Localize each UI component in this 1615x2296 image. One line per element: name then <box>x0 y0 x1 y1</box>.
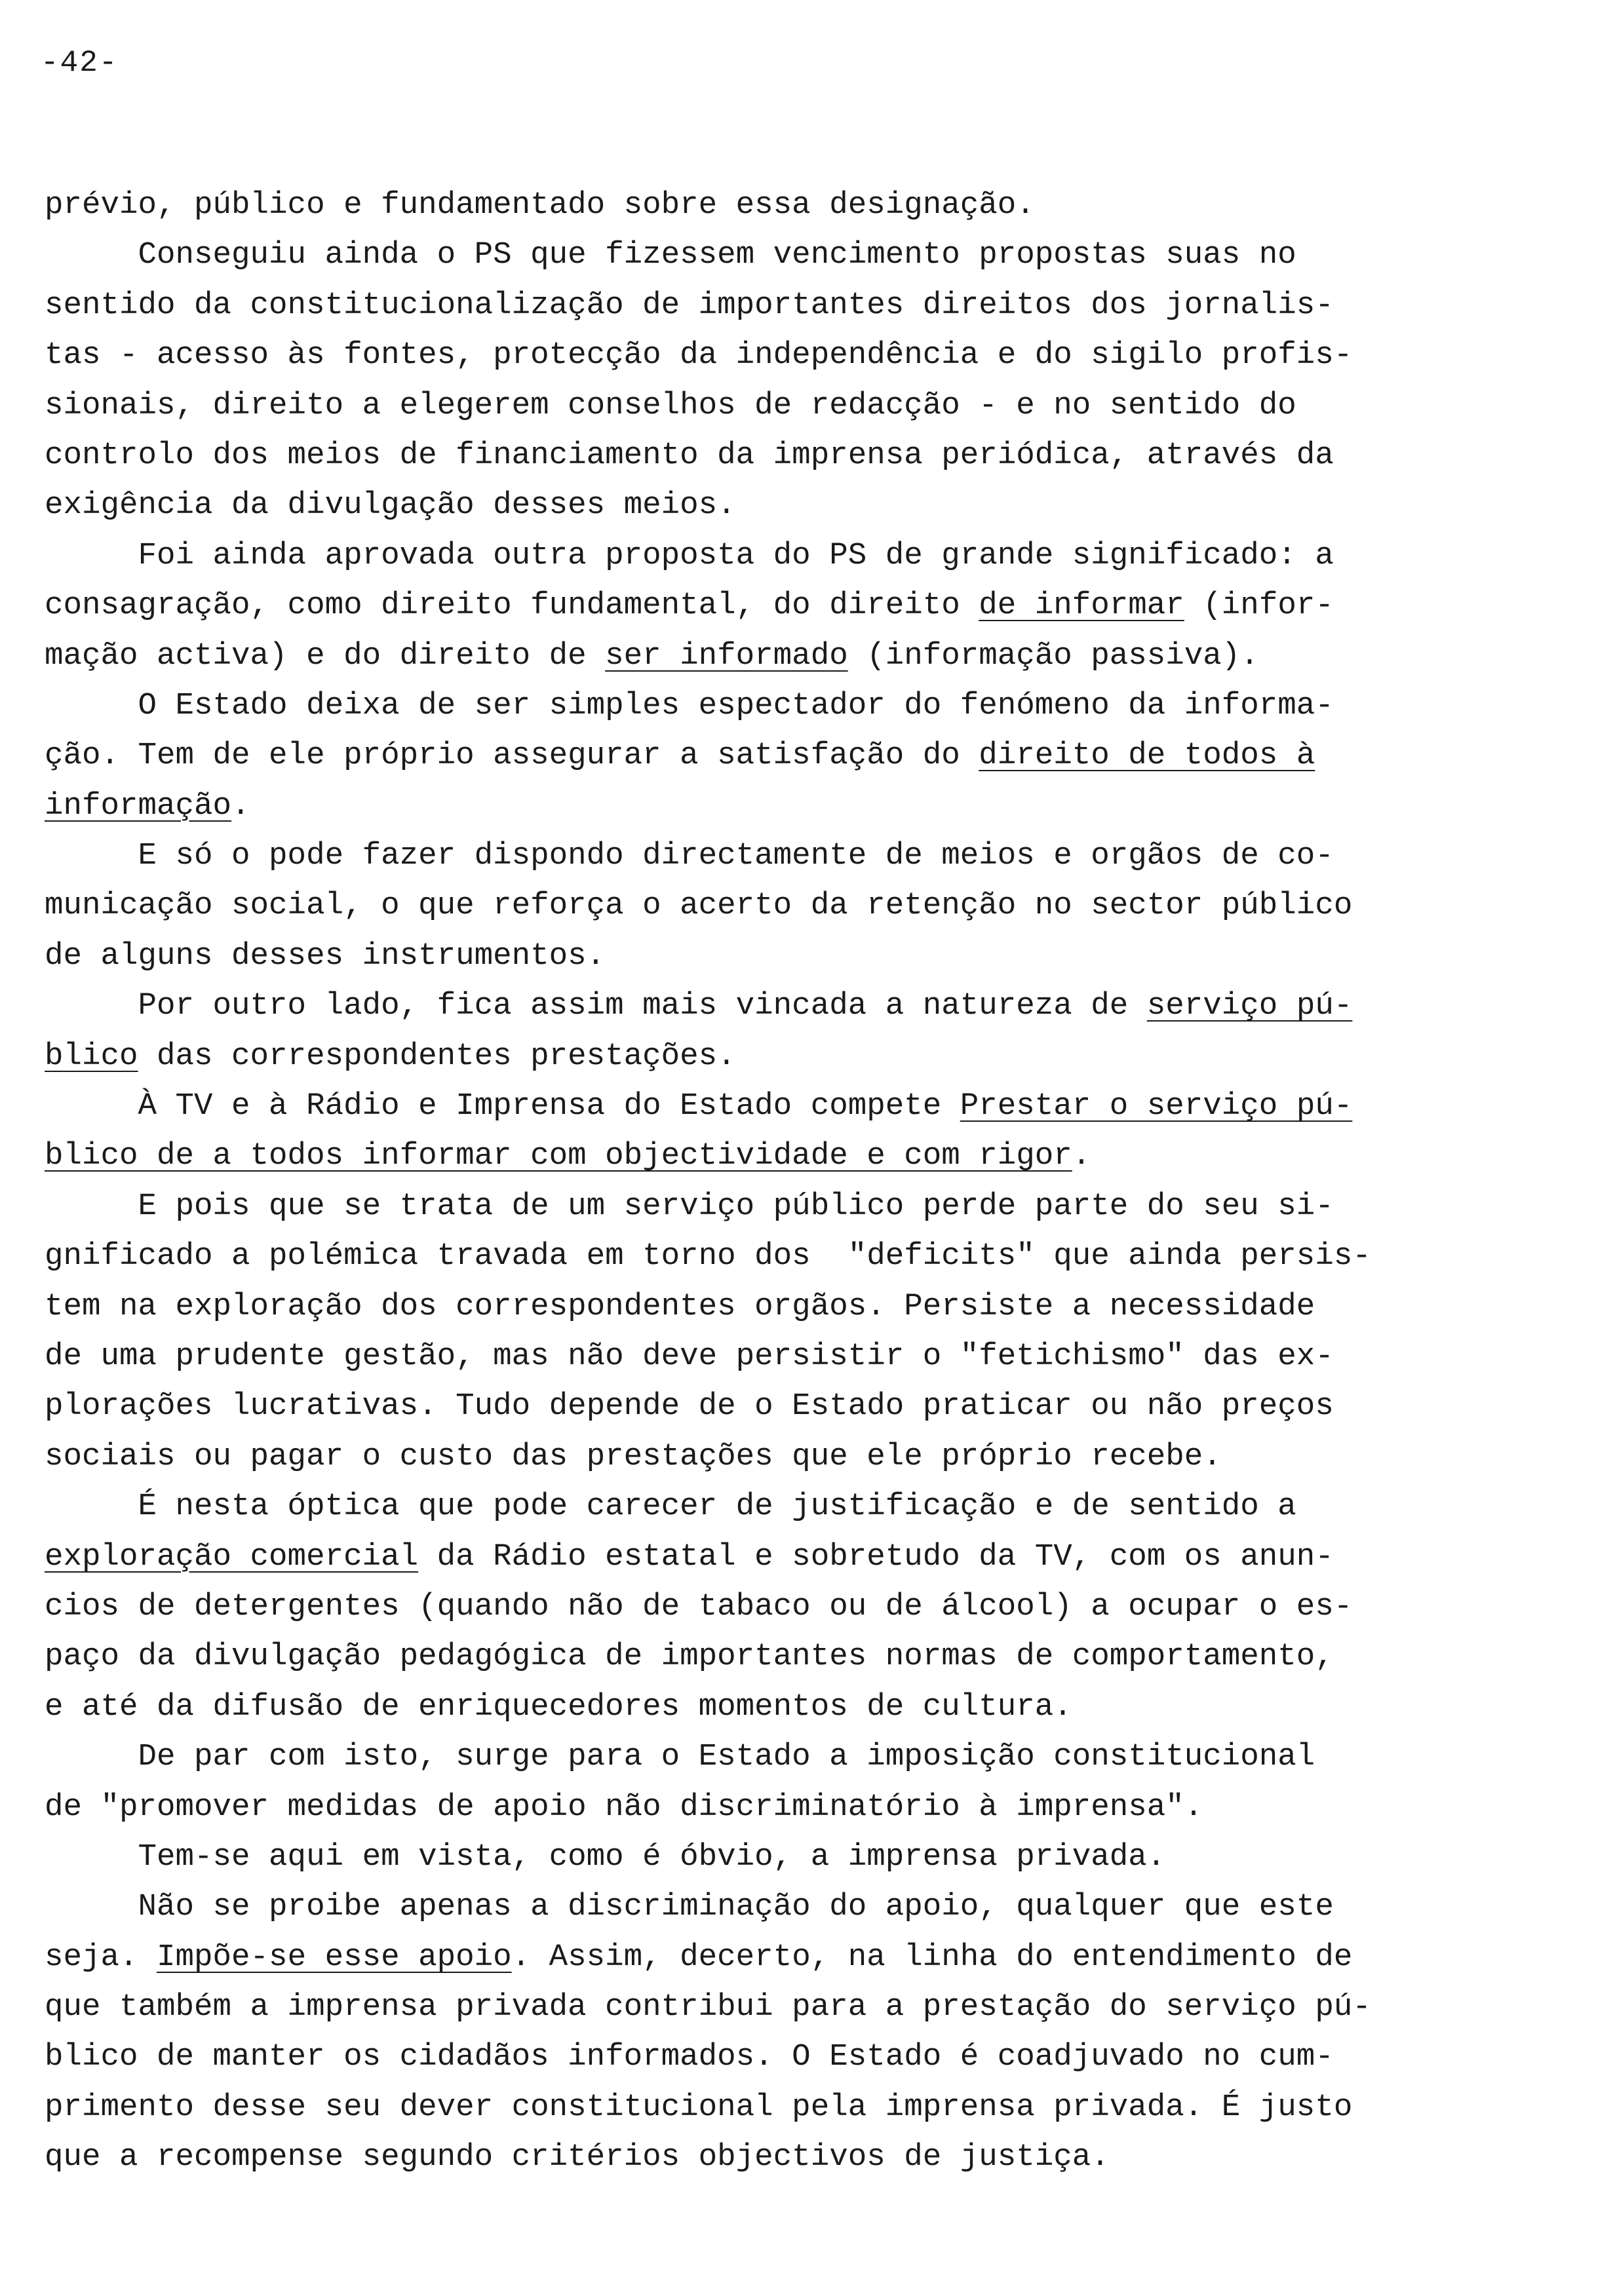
text-segment: de alguns desses instrumentos. <box>45 938 606 974</box>
text-segment: . <box>1072 1138 1091 1174</box>
text-segment: sionais, direito a elegerem conselhos de redacção - e no sentido do <box>45 387 1296 423</box>
underlined-text: serviço pú- <box>1146 988 1353 1024</box>
text-line <box>45 531 1460 581</box>
text-segment: mação activa) e do direito de <box>45 638 606 674</box>
page-number: -42- <box>41 46 119 80</box>
text-line <box>45 581 1460 630</box>
text-line <box>45 1482 1460 1531</box>
text-line <box>45 1131 1460 1181</box>
text-line <box>45 1081 1460 1131</box>
text-segment: E pois que se trata de um serviço público perde parte do seu si- <box>45 1188 1334 1224</box>
text-segment: O Estado deixa de ser simples espectador do fenómeno da informa- <box>45 687 1334 723</box>
text-line <box>45 230 1460 280</box>
text-segment: E só o pode fazer dispondo directamente de meios e orgãos de co- <box>45 838 1334 874</box>
text-line <box>45 781 1460 831</box>
document-body <box>45 180 1460 2183</box>
text-line <box>45 1231 1460 1281</box>
text-segment: De par com isto, surge para o Estado a imposição constitucional <box>45 1739 1315 1775</box>
text-segment: plorações lucrativas. Tudo depende de o Estado praticar ou não preços <box>45 1388 1334 1425</box>
text-segment: . Assim, decerto, na linha do entendimento de <box>511 1939 1353 1975</box>
text-line <box>45 681 1460 731</box>
underlined-text: blico de a todos informar com objectividade e com rigor <box>45 1138 1072 1174</box>
text-segment: controlo dos meios de financiamento da imprensa periódica, através da <box>45 437 1334 473</box>
underlined-text: exploração comercial <box>45 1539 419 1575</box>
underlined-text: blico <box>45 1038 138 1074</box>
underlined-text: de informar <box>979 588 1184 624</box>
text-line <box>45 330 1460 380</box>
text-segment: sentido da constitucionalização de importantes direitos dos jornalis- <box>45 287 1334 323</box>
underlined-text: ser informado <box>605 638 848 674</box>
text-line <box>45 280 1460 330</box>
underlined-text: Prestar o serviço pú- <box>960 1088 1353 1124</box>
text-line <box>45 831 1460 881</box>
text-segment: prévio, público e fundamentado sobre essa designação. <box>45 187 1035 223</box>
text-line <box>45 2082 1460 2132</box>
text-line <box>45 931 1460 981</box>
text-segment: que também a imprensa privada contribui para a prestação do serviço pú- <box>45 1989 1371 2025</box>
text-segment: da Rádio estatal e sobretudo da TV, com os anun- <box>418 1539 1334 1575</box>
text-line <box>45 1932 1460 1982</box>
text-line <box>45 1682 1460 1732</box>
underlined-text: informação <box>45 788 232 824</box>
text-line <box>45 1331 1460 1381</box>
text-segment: cios de detergentes (quando não de tabaco ou de álcool) a ocupar o es- <box>45 1588 1353 1624</box>
text-segment: gnificado a polémica travada em torno dos "deficits" que ainda persis- <box>45 1238 1371 1274</box>
text-line <box>45 981 1460 1031</box>
text-line <box>45 2132 1460 2182</box>
text-segment: tas - acesso às fontes, protecção da independência e do sigilo profis- <box>45 337 1353 373</box>
text-segment: Conseguiu ainda o PS que fizessem vencimento propostas suas no <box>45 237 1296 273</box>
text-line <box>45 1031 1460 1081</box>
text-line <box>45 430 1460 480</box>
text-line <box>45 881 1460 930</box>
text-line <box>45 480 1460 530</box>
text-segment: paço da divulgação pedagógica de importantes normas de comportamento, <box>45 1639 1334 1675</box>
underlined-text: direito de todos à <box>979 738 1315 774</box>
text-line <box>45 1732 1460 1782</box>
text-segment: Não se proibe apenas a discriminação do apoio, qualquer que este <box>45 1889 1334 1925</box>
text-segment: Tem-se aqui em vista, como é óbvio, a imprensa privada. <box>45 1839 1166 1875</box>
text-segment: primento desse seu dever constitucional pela imprensa privada. É justo <box>45 2089 1353 2125</box>
text-segment: consagração, como direito fundamental, do direito <box>45 588 979 624</box>
text-segment: tem na exploração dos correspondentes orgãos. Persiste a necessidade <box>45 1288 1315 1324</box>
text-segment: municação social, o que reforça o acerto da retenção no sector público <box>45 888 1353 924</box>
text-segment: (informação passiva). <box>847 638 1259 674</box>
text-segment: blico de manter os cidadãos informados. O Estado é coadjuvado no cum- <box>45 2039 1334 2075</box>
text-segment: Por outro lado, fica assim mais vincada a natureza de <box>45 988 1147 1024</box>
text-line <box>45 1982 1460 2032</box>
text-segment: das correspondentes prestações. <box>138 1038 736 1074</box>
text-line <box>45 731 1460 780</box>
text-line <box>45 1282 1460 1331</box>
text-segment: de "promover medidas de apoio não discriminatório à imprensa". <box>45 1789 1203 1825</box>
text-segment: exigência da divulgação desses meios. <box>45 488 736 524</box>
text-segment: Foi ainda aprovada outra proposta do PS de grande significado: a <box>45 537 1334 573</box>
text-line <box>45 1432 1460 1482</box>
text-line <box>45 631 1460 681</box>
text-line <box>45 1532 1460 1582</box>
text-segment: ção. Tem de ele próprio assegurar a satisfação do <box>45 738 979 774</box>
text-line <box>45 381 1460 430</box>
text-segment: sociais ou pagar o custo das prestações que ele próprio recebe. <box>45 1438 1222 1474</box>
text-line <box>45 1632 1460 1681</box>
text-line <box>45 1381 1460 1431</box>
text-line <box>45 1181 1460 1231</box>
text-line <box>45 1882 1460 1932</box>
text-segment: que a recompense segundo critérios objectivos de justiça. <box>45 2139 1110 2175</box>
text-line <box>45 180 1460 230</box>
text-segment: (infor- <box>1184 588 1334 624</box>
text-segment: À TV e à Rádio e Imprensa do Estado compete <box>45 1088 960 1124</box>
text-segment: e até da difusão de enriquecedores momentos de cultura. <box>45 1689 1072 1725</box>
underlined-text: Impõe-se esse apoio <box>157 1939 512 1975</box>
text-line <box>45 2032 1460 2082</box>
text-segment: seja. <box>45 1939 157 1975</box>
text-segment: de uma prudente gestão, mas não deve persistir o "fetichismo" das ex- <box>45 1338 1334 1374</box>
text-segment: É nesta óptica que pode carecer de justificação e de sentido a <box>45 1489 1296 1525</box>
text-line <box>45 1782 1460 1832</box>
text-line <box>45 1582 1460 1632</box>
text-line <box>45 1832 1460 1882</box>
text-segment: . <box>231 788 250 824</box>
